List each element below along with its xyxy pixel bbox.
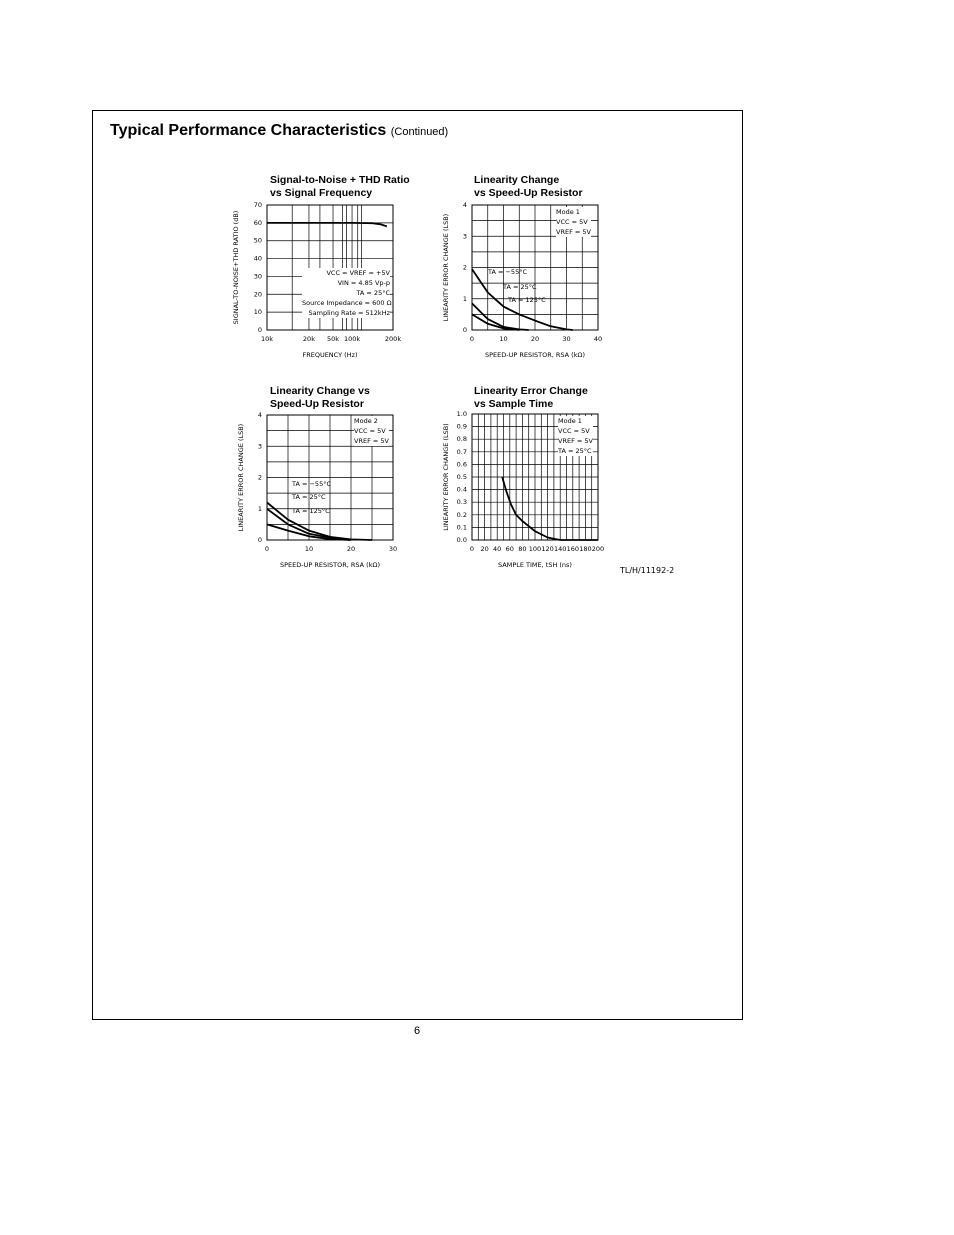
chart3-x-tick-label: 0 [264,545,270,553]
chart4-x-tick-label: 0 [469,545,475,553]
chart1-x-tick-label: 10k [260,335,274,343]
chart2-x-tick-label: 0 [469,335,475,343]
chart1-series-line-1 [267,223,387,227]
chart4-y-tick-label: 0.3 [456,498,467,507]
chart2-y-tick-label: 4 [462,201,467,209]
page-number: 6 [414,1025,421,1037]
chart4-x-tick-label: 100 [528,545,542,553]
chart4-x-tick-label: 140 [553,545,567,553]
chart1-x-tick-label: 200k [384,335,402,343]
chart4-y-tick-label: 1.0 [456,410,467,418]
chart2-legend-125: TA = 125°C [508,296,546,304]
chart2-annotations: Mode 1 VCC = 5V VREF = 5V [556,208,591,236]
chart4-y-tick-label: 0.8 [456,435,467,444]
chart2-y-tick-label: 3 [462,232,467,241]
chart1-x-tick-label: 50k [327,335,340,343]
chart3-y-tick-label: 2 [257,473,262,482]
chart3-legend-125: TA = 125°C [292,507,330,515]
chart3-legend-55: TA = −55°C [292,480,331,488]
chart3-x-tick-label: 20 [346,545,356,553]
chart4-y-axis-label: LINEARITY ERROR CHANGE (LSB) [442,423,450,531]
chart2-series-line-2 [472,303,529,330]
chart3-x-axis-label: SPEED-UP RESISTOR, RSA (kΩ) [280,561,380,569]
chart4-x-tick-label: 40 [493,545,502,553]
chart3-x-tick-label: 30 [388,545,398,553]
chart2-y-tick-label: 1 [462,294,467,303]
chart4-y-tick-label: 0.0 [456,536,467,544]
chart4-annotations: Mode 1 VCC = 5V VREF = 5V TA = 25°C [558,417,593,455]
chart2-x-tick-label: 20 [530,335,540,343]
chart1-title: Signal-to-Noise + THD Ratio vs Signal Frequency [270,174,410,199]
chart1-y-axis-label: SIGNAL-TO-NOISE+THD RATIO (dB) [232,210,240,325]
chart4-x-axis-label: SAMPLE TIME, tSH (ns) [498,561,572,569]
chart1-y-tick-label: 30 [253,272,262,281]
chart2-x-axis-label: SPEED-UP RESISTOR, RSA (kΩ) [485,351,585,359]
chart3-title: Linearity Change vs Speed-Up Resistor [270,385,370,410]
chart1-y-tick-label: 40 [253,254,262,263]
chart4-title: Linearity Error Change vs Sample Time [474,385,588,410]
chart2-y-tick-label: 0 [462,326,467,334]
chart4-series-line-1 [502,477,598,540]
chart4-y-tick-label: 0.5 [456,473,467,481]
chart1-y-tick-label: 50 [253,236,262,245]
chart1-y-tick-label: 60 [253,218,262,227]
chart4-y-tick-label: 0.2 [456,510,467,519]
chart4-y-tick-label: 0.7 [456,447,467,456]
chart2-title: Linearity Change vs Speed-Up Resistor [474,174,583,199]
chart4-x-tick-label: 180 [579,545,592,553]
chart3-y-tick-label: 3 [257,442,262,451]
chart1-x-tick-label: 100k [343,335,361,343]
chart4-y-tick-label: 0.6 [456,460,467,469]
section-title: Typical Performance Characteristics (Continued) [110,122,449,139]
chart4-x-tick-label: 20 [480,545,489,553]
chart4-x-tick-label: 120 [541,545,554,553]
figure-id: TL/H/11192-2 [620,566,675,575]
chart4-y-tick-label: 0.1 [456,523,467,532]
chart2-x-tick-label: 10 [499,335,508,343]
chart4-x-tick-label: 80 [518,545,527,553]
chart4-x-tick-label: 60 [505,545,514,553]
chart4-y-tick-label: 0.9 [456,422,467,431]
chart1-y-tick-label: 20 [253,290,262,299]
chart1-x-tick-label: 20k [302,335,315,343]
chart4-y-tick-label: 0.4 [456,485,467,494]
chart2-legend-25: TA = 25°C [503,283,537,291]
chart3-legend-25: TA = 25°C [292,493,326,501]
chart3-annotations: Mode 2 VCC = 5V VREF = 5V [354,417,389,445]
chart2-y-axis-label: LINEARITY ERROR CHANGE (LSB) [442,213,450,322]
chart1-y-tick-label: 10 [253,308,262,317]
chart3-y-tick-label: 0 [257,536,262,544]
chart3-x-tick-label: 10 [304,545,314,553]
chart1-y-tick-label: 70 [253,201,262,209]
chart1-x-axis-label: FREQUENCY (Hz) [302,351,358,359]
chart1-y-tick-label: 0 [257,326,262,334]
chart4-x-tick-label: 160 [566,545,580,553]
chart3-y-tick-label: 4 [257,411,262,419]
chart2-y-tick-label: 2 [462,263,467,272]
chart2-legend-55: TA = −55°C [488,268,527,276]
chart2-x-tick-label: 40 [593,335,603,343]
chart2-x-tick-label: 30 [562,335,571,343]
chart3-y-axis-label: LINEARITY ERROR CHANGE (LSB) [237,423,245,532]
chart1-annotations: VCC = VREF = +5V VIN = 4.85 Vp-p TA = 25°C Source Impedance = 600 Ω Sampling Rate = 512kHz [302,269,392,317]
chart3-y-tick-label: 1 [257,504,262,513]
chart4-x-tick-label: 200 [591,545,605,553]
